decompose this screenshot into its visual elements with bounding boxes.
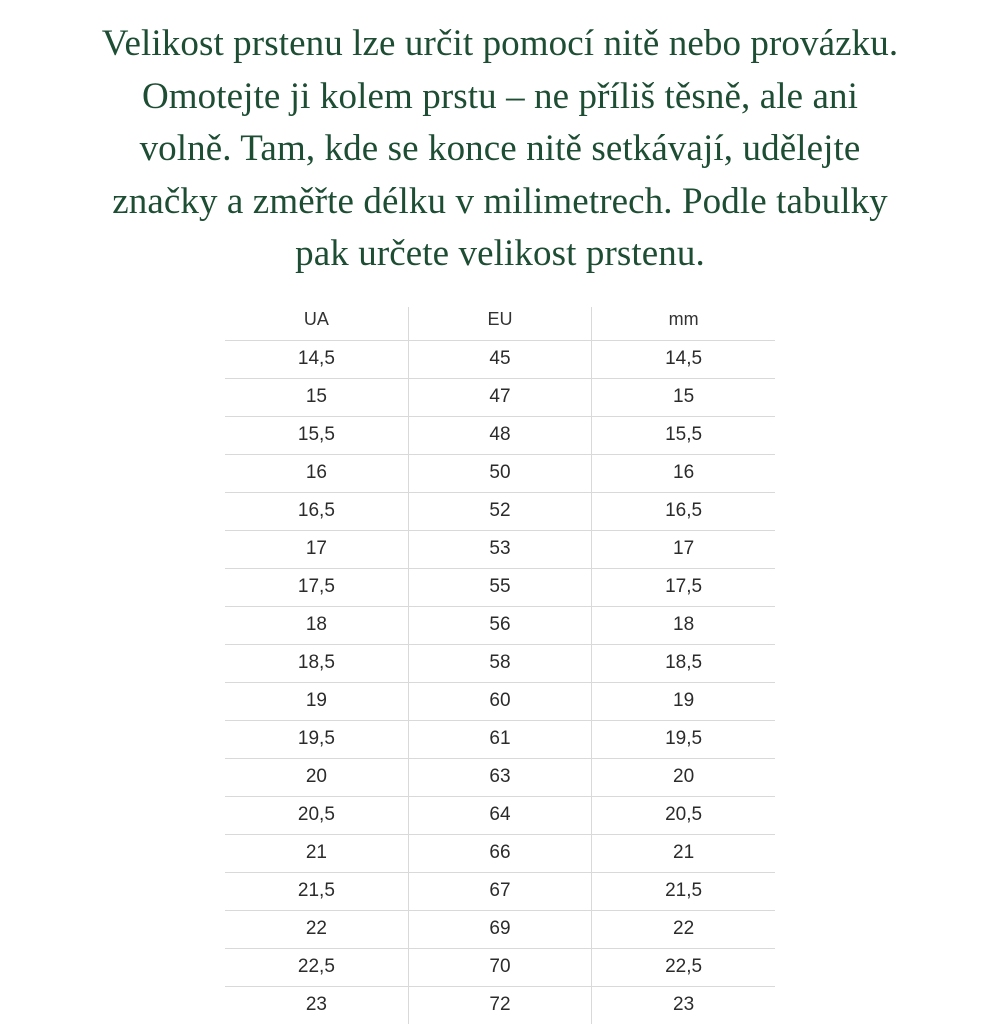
cell-ua: 14,5: [225, 340, 408, 378]
table-row: [225, 644, 775, 682]
cell-mm: 23: [673, 993, 695, 1015]
table-row: [225, 416, 775, 454]
intro-paragraph: Velikost prstenu lze určit pomocí nitě nebo provázku. Omotejte ji kolem prstu – ne příliš těsně, ale ani volně. Tam, kde se konce nitě setkávají, udělejte značky a změřte délku v milimetrech. Podle tabulky pak určete velikost prstenu.: [101, 23, 899, 275]
table-header: [225, 307, 775, 341]
table-row: [225, 530, 775, 568]
cell-eu: 53: [408, 530, 591, 568]
cell-eu: 48: [408, 416, 591, 454]
cell-mm: 22,5: [592, 948, 775, 986]
table-row: [225, 948, 775, 986]
cell-eu: 63: [408, 758, 591, 796]
cell-eu: 60: [408, 682, 591, 720]
cell-ua: 19,5: [225, 720, 408, 758]
cell-mm: 15,5: [592, 416, 775, 454]
cell-eu: 64: [408, 796, 591, 834]
cell-eu: 67: [408, 872, 591, 910]
column-header-eu: EU: [408, 307, 591, 341]
cell-ua: 19: [225, 682, 408, 720]
cell-ua: 21,5: [225, 872, 408, 910]
cell-eu: 70: [408, 948, 591, 986]
table-row: [225, 720, 775, 758]
column-header-mm: mm: [592, 307, 775, 341]
cell-mm: 17: [592, 530, 775, 568]
cell-mm: 18: [592, 606, 775, 644]
cell-mm: 19: [592, 682, 775, 720]
cell-mm: 18,5: [592, 644, 775, 682]
cell-eu: 66: [408, 834, 591, 872]
table-row: [225, 986, 775, 1024]
cell-eu: 61: [408, 720, 591, 758]
cell-ua: 21: [225, 834, 408, 872]
cell-mm: 21: [592, 834, 775, 872]
table-row: [225, 682, 775, 720]
cell-mm: 20: [592, 758, 775, 796]
cell-ua: 20: [225, 758, 408, 796]
cell-mm: 19,5: [592, 720, 775, 758]
cell-eu: 45: [408, 340, 591, 378]
cell-ua: 23: [225, 986, 408, 1024]
cell-eu: 55: [408, 568, 591, 606]
cell-eu: 47: [408, 378, 591, 416]
column-header-ua: UA: [225, 307, 408, 341]
cell-mm: 20,5: [592, 796, 775, 834]
size-table-container: [60, 307, 940, 1024]
cell-mm: 15: [592, 378, 775, 416]
cell-ua: 20,5: [225, 796, 408, 834]
cell-ua: 15,5: [225, 416, 408, 454]
cell-mm: 22: [592, 910, 775, 948]
cell-ua: 17,5: [225, 568, 408, 606]
table-row: [225, 796, 775, 834]
table-row: [225, 606, 775, 644]
cell-ua: 16: [225, 454, 408, 492]
table-row: [225, 492, 775, 530]
table-row: [225, 340, 775, 378]
cell-eu: 56: [408, 606, 591, 644]
cell-mm: 17,5: [592, 568, 775, 606]
cell-eu: 69: [408, 910, 591, 948]
cell-eu: 50: [408, 454, 591, 492]
cell-eu: 52: [408, 492, 591, 530]
table-row: [225, 454, 775, 492]
cell-eu: 58: [408, 644, 591, 682]
cell-ua: 15: [225, 378, 408, 416]
cell-ua: 17: [225, 530, 408, 568]
cell-ua: 18,5: [225, 644, 408, 682]
cell-mm: 16,5: [592, 492, 775, 530]
table-row: [225, 568, 775, 606]
cell-ua: 18: [225, 606, 408, 644]
ring-size-table: [225, 307, 775, 1024]
table-row: [225, 910, 775, 948]
table-row: [225, 758, 775, 796]
table-header-row: [225, 307, 775, 341]
cell-mm: 16: [592, 454, 775, 492]
cell-ua: 22: [225, 910, 408, 948]
cell-mm: 21,5: [592, 872, 775, 910]
cell-eu: 72: [408, 986, 591, 1024]
cell-ua: 22,5: [225, 948, 408, 986]
table-row: [225, 378, 775, 416]
table-row: [225, 872, 775, 910]
table-body: [225, 340, 775, 1024]
table-row: [225, 834, 775, 872]
cell-ua: 16,5: [225, 492, 408, 530]
cell-mm: 14,5: [592, 340, 775, 378]
